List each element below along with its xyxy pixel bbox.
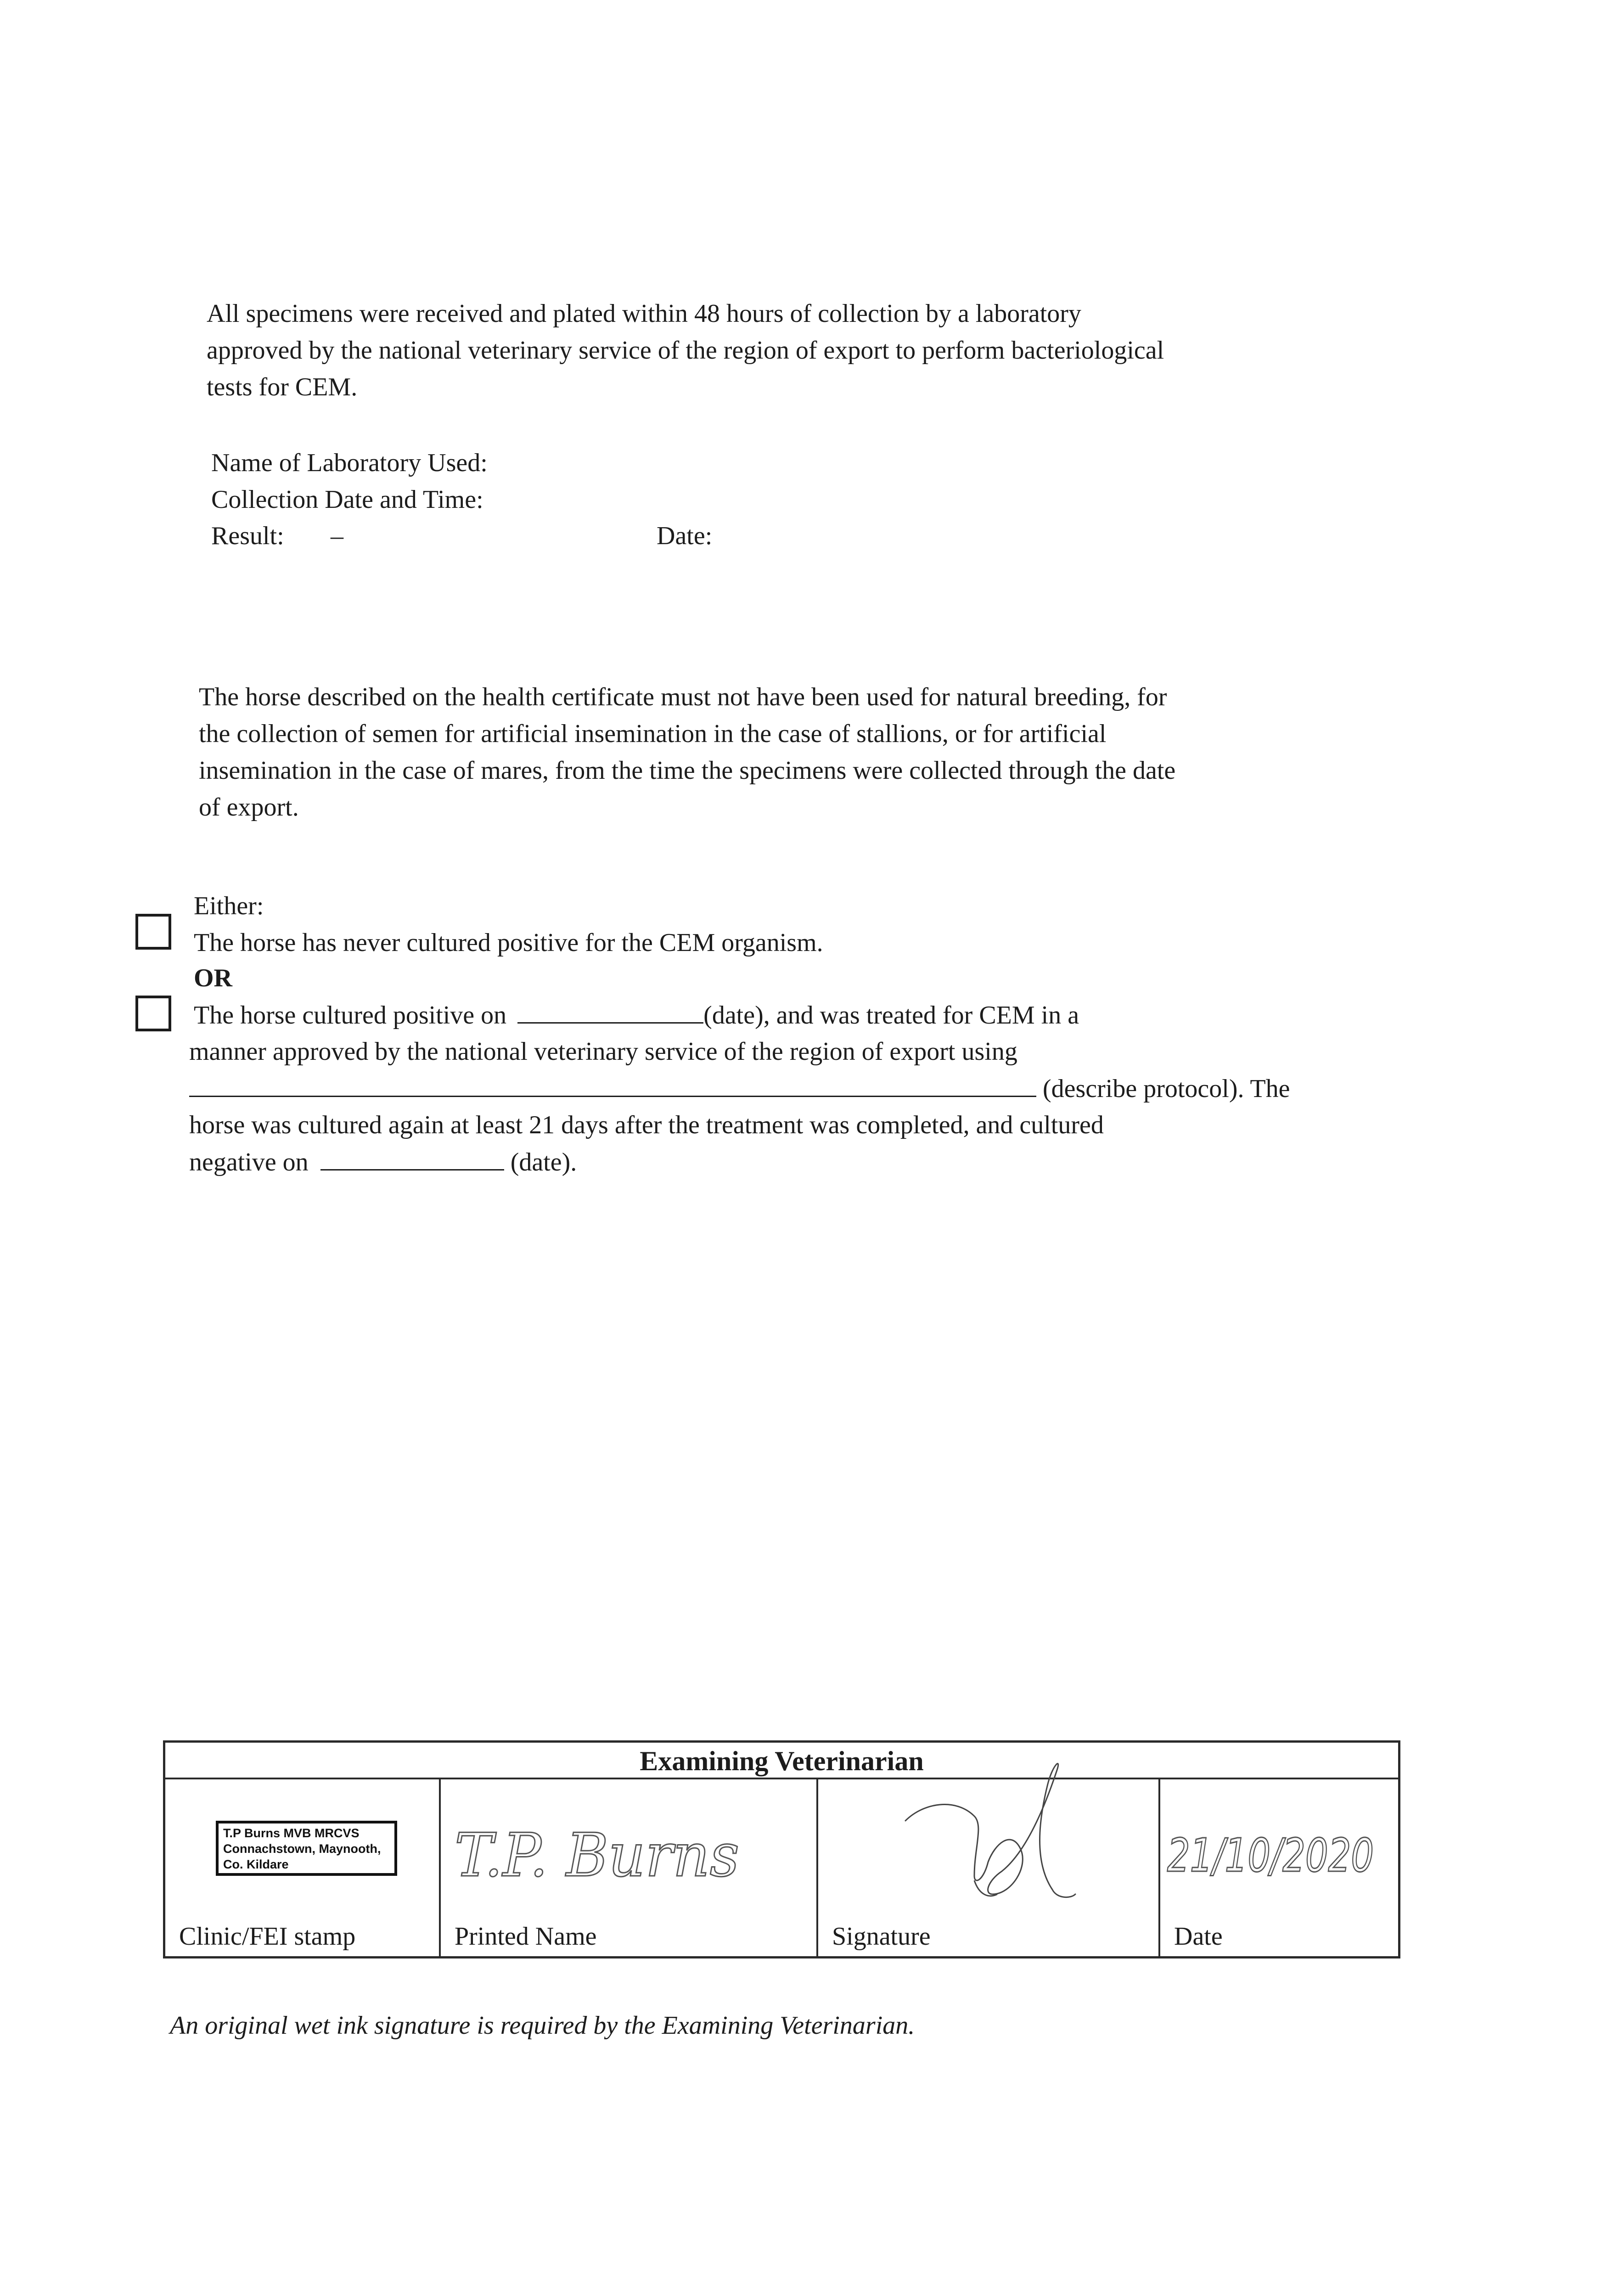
option-2-line-1-start: The horse cultured positive on — [194, 1001, 507, 1030]
stamp-line-1: T.P Burns MVB MRCVS — [223, 1826, 360, 1840]
protocol-blank[interactable] — [189, 1070, 1036, 1097]
svg-text:T.P. Burns: T.P. Burns — [455, 1820, 739, 1890]
signature-mark — [837, 1743, 1158, 1917]
option-2-line-3-end: (describe protocol). The — [1043, 1075, 1290, 1103]
specimens-line-1: All specimens were received and plated within 48 hours of collection by a laboratory — [207, 299, 1081, 328]
option-2-line-2: manner approved by the national veterinary service of the region of export using — [189, 1037, 1017, 1066]
specimens-line-2: approved by the national veterinary service of the region of export to perform bacteriological — [207, 336, 1164, 365]
option-1-checkbox[interactable] — [135, 914, 171, 950]
breeding-line-3: insemination in the case of mares, from the time the specimens were collected through the date — [199, 756, 1176, 785]
breeding-line-1: The horse described on the health certificate must not have been used for natural breeding, for — [199, 683, 1167, 711]
wet-ink-footnote: An original wet ink signature is required by the Examining Veterinarian. — [170, 2011, 915, 2040]
breeding-line-4: of export. — [199, 793, 299, 822]
clinic-stamp — [216, 1821, 397, 1876]
result-value: – — [331, 522, 343, 550]
stamp-cell — [165, 1779, 441, 1956]
svg-text:21/10/2020: 21/10/2020 — [1167, 1829, 1374, 1882]
table-title: Examining Veterinarian — [165, 1743, 1398, 1779]
stamp-line-2: Connachstown, Maynooth, — [223, 1842, 381, 1856]
option-2-line-5-start: negative on — [189, 1148, 309, 1176]
lab-name-label: Name of Laboratory Used: — [211, 449, 488, 477]
positive-date-blank[interactable] — [517, 996, 703, 1024]
handwritten-date — [1165, 1812, 1385, 1903]
option-2-line-4: horse was cultured again at least 21 days after the treatment was completed, and cultured — [189, 1111, 1104, 1139]
signature-label: Signature — [832, 1922, 931, 1951]
printed-name-cell — [441, 1779, 818, 1956]
option-1-text: The horse has never cultured positive for the CEM organism. — [194, 929, 823, 957]
option-2-line-3 — [189, 1070, 1290, 1107]
date-label: Date: — [657, 522, 713, 550]
handwritten-name — [450, 1807, 771, 1913]
signature-cell — [818, 1779, 1160, 1956]
collection-date-label: Collection Date and Time: — [211, 485, 483, 514]
stamp-label: Clinic/FEI stamp — [179, 1922, 356, 1951]
option-2-line-1-end: (date), and was treated for CEM in a — [703, 1001, 1079, 1030]
negative-date-blank[interactable] — [320, 1143, 504, 1171]
option-2-line-5-end: (date). — [510, 1148, 577, 1176]
printed-name-label: Printed Name — [455, 1922, 597, 1951]
breeding-line-2: the collection of semen for artificial insemination in the case of stallions, or for artificial — [199, 720, 1107, 748]
option-2-line-1 — [194, 996, 1079, 1034]
result-label: Result: — [211, 522, 284, 550]
option-2-checkbox[interactable] — [135, 996, 171, 1031]
stamp-line-3: Co. Kildare — [223, 1857, 289, 1871]
specimens-line-3: tests for CEM. — [207, 373, 358, 401]
examining-veterinarian-table — [163, 1740, 1400, 1958]
option-2-line-5 — [189, 1143, 577, 1181]
either-label: Either: — [194, 892, 264, 920]
date-cell — [1160, 1779, 1398, 1956]
or-label: OR — [194, 964, 232, 992]
date-label-cell: Date — [1174, 1922, 1223, 1951]
